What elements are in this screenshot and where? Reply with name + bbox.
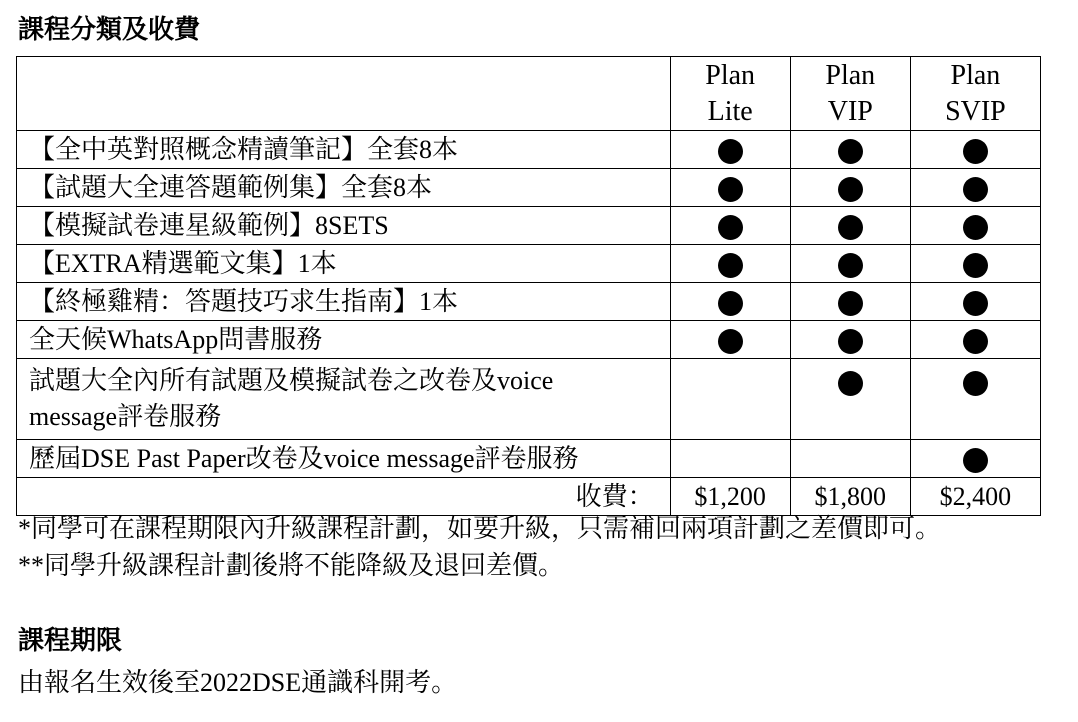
included-dot-icon (718, 253, 743, 278)
plan-header-line2: Lite (707, 95, 753, 127)
feature-label: 【試題大全連答題範例集】全套8本 (17, 169, 671, 207)
plan-header-vip (790, 57, 910, 131)
included-dot-icon (838, 371, 863, 396)
feature-included-cell (670, 283, 790, 321)
included-dot-icon (963, 215, 988, 240)
included-dot-icon (718, 215, 743, 240)
included-dot-icon (838, 291, 863, 316)
note-upgrade: *同學可在課程期限內升級課程計劃，如要升級，只需補回兩項計劃之差價即可。 (18, 514, 942, 543)
feature-row (17, 321, 1041, 359)
feature-included-cell (790, 245, 910, 283)
feature-included-cell (790, 283, 910, 321)
included-dot-icon (838, 177, 863, 202)
plan-header-line2: SVIP (945, 95, 1006, 127)
feature-included-cell (670, 207, 790, 245)
note-no-downgrade: **同學升級課程計劃後將不能降級及退回差價。 (18, 551, 565, 580)
included-dot-icon (718, 329, 743, 354)
feature-label: 全天候WhatsApp問書服務 (17, 321, 671, 359)
included-dot-icon (963, 448, 988, 473)
included-dot-icon (963, 139, 988, 164)
included-dot-icon (963, 291, 988, 316)
plan-header-line2: VIP (827, 95, 873, 127)
feature-label: 【EXTRA精選範文集】1本 (17, 245, 671, 283)
included-dot-icon (718, 139, 743, 164)
included-dot-icon (963, 177, 988, 202)
feature-included-cell (670, 359, 790, 440)
table-header-row (17, 57, 1041, 131)
price-label: 收費： (17, 478, 671, 516)
feature-row (17, 131, 1041, 169)
plan-comparison-table (16, 56, 1041, 516)
included-dot-icon (838, 329, 863, 354)
feature-included-cell (910, 207, 1040, 245)
included-dot-icon (718, 291, 743, 316)
feature-included-cell (910, 359, 1040, 440)
price-svip: $2,400 (910, 478, 1040, 516)
feature-rows (17, 131, 1041, 478)
feature-included-cell (790, 440, 910, 478)
feature-label: 歷屆DSE Past Paper改卷及voice message評卷服務 (17, 440, 671, 478)
feature-included-cell (670, 440, 790, 478)
feature-included-cell (790, 131, 910, 169)
feature-row (17, 359, 1041, 440)
feature-row (17, 440, 1041, 478)
plan-header-line1: Plan (825, 59, 876, 91)
feature-included-cell (670, 321, 790, 359)
feature-row (17, 169, 1041, 207)
feature-row (17, 207, 1041, 245)
included-dot-icon (838, 215, 863, 240)
feature-included-cell (790, 321, 910, 359)
plan-header-line1: Plan (950, 59, 1001, 91)
duration-text: 由報名生效後至2022DSE通識科開考。 (18, 668, 458, 697)
feature-included-cell (790, 169, 910, 207)
feature-included-cell (670, 169, 790, 207)
included-dot-icon (838, 139, 863, 164)
feature-included-cell (910, 440, 1040, 478)
included-dot-icon (963, 371, 988, 396)
included-dot-icon (963, 329, 988, 354)
feature-label: 【模擬試卷連星級範例】8SETS (17, 207, 671, 245)
feature-included-cell (670, 131, 790, 169)
feature-row (17, 283, 1041, 321)
plan-header-svip (910, 57, 1040, 131)
included-dot-icon (963, 253, 988, 278)
price-vip: $1,800 (790, 478, 910, 516)
feature-included-cell (910, 283, 1040, 321)
section-title-fees: 課程分類及收費 (18, 15, 201, 44)
price-lite: $1,200 (670, 478, 790, 516)
included-dot-icon (718, 177, 743, 202)
plan-header-line1: Plan (705, 59, 756, 91)
feature-label: 【全中英對照概念精讀筆記】全套8本 (17, 131, 671, 169)
feature-label: 試題大全內所有試題及模擬試卷之改卷及voice message評卷服務 (17, 359, 671, 440)
feature-label: 【終極雞精：答題技巧求生指南】1本 (17, 283, 671, 321)
feature-included-cell (790, 207, 910, 245)
price-row (17, 478, 1041, 516)
feature-included-cell (910, 321, 1040, 359)
header-empty-cell (17, 57, 671, 131)
feature-included-cell (670, 245, 790, 283)
feature-included-cell (910, 169, 1040, 207)
feature-row (17, 245, 1041, 283)
plan-header-lite (670, 57, 790, 131)
feature-included-cell (790, 359, 910, 440)
feature-included-cell (910, 131, 1040, 169)
section-title-duration: 課程期限 (18, 626, 123, 655)
included-dot-icon (838, 253, 863, 278)
feature-included-cell (910, 245, 1040, 283)
